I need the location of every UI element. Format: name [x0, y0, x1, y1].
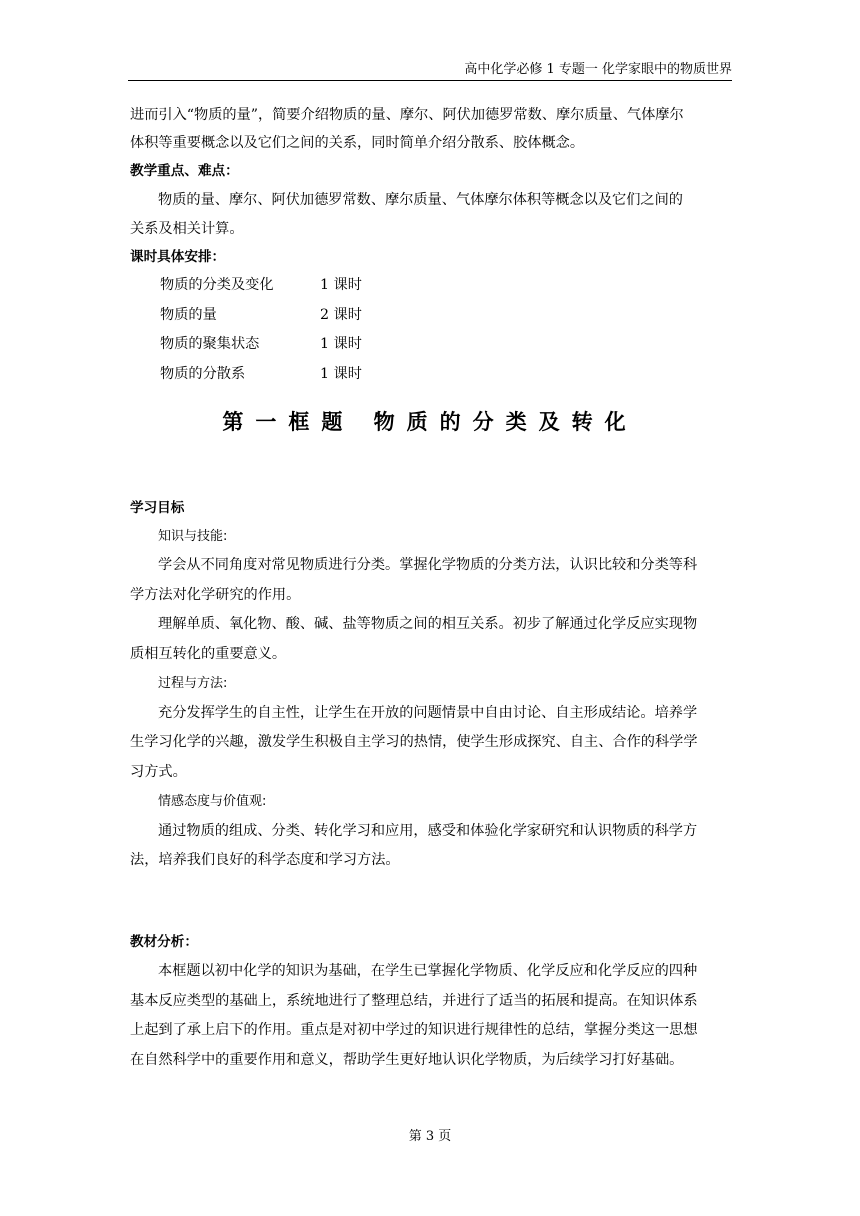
- objectives-heading: 学习目标: [130, 500, 185, 516]
- schedule-item: 物质的分类及变化: [160, 277, 274, 293]
- process-heading: 过程与方法:: [158, 676, 228, 691]
- header-rule: [128, 80, 732, 81]
- schedule-heading: 课时具体安排：: [130, 249, 226, 265]
- schedule-hours: 1 课时: [320, 365, 362, 382]
- emotion-line: 法，培养我们良好的科学态度和学习方法。: [130, 852, 400, 868]
- schedule-hours: 1 课时: [320, 336, 362, 352]
- key-points-heading: 教学重点、难点：: [130, 163, 239, 179]
- process-line: 充分发挥学生的自主性，让学生在开放的问题情景中自由讨论、自主形成结论。培养学: [158, 704, 698, 721]
- key-points-line: 关系及相关计算。: [130, 221, 244, 237]
- analysis-line: 基本反应类型的基础上，系统地进行了整理总结，并进行了适当的拓展和提高。在知识体系: [130, 992, 698, 1009]
- schedule-row: [160, 330, 740, 360]
- objectives-section: [130, 494, 740, 876]
- analysis-heading: 教材分析：: [130, 934, 198, 950]
- emotion-heading: 情感态度与价值观:: [158, 794, 267, 809]
- schedule-item: 物质的聚集状态: [160, 336, 260, 352]
- intro-section: [130, 101, 740, 389]
- schedule-row: [160, 360, 740, 390]
- schedule-item: 物质的量: [160, 306, 217, 323]
- emotion-line: 通过物质的组成、分类、转化学习和应用，感受和体验化学家研究和认识物质的科学方: [158, 822, 698, 839]
- running-header: 高中化学必修 1 专题一 化学家眼中的物质世界: [464, 62, 732, 77]
- process-line: 习方式。: [130, 763, 187, 780]
- knowledge-line: 学方法对化学研究的作用。: [130, 586, 301, 603]
- schedule-row: [160, 301, 740, 331]
- chapter-title: 第一框题 物质的分类及转化: [222, 410, 638, 434]
- schedule-hours: 1 课时: [320, 277, 362, 293]
- schedule-hours: 2 课时: [320, 306, 362, 323]
- page-number: 第 3 页: [408, 1129, 452, 1144]
- schedule-row: [160, 271, 740, 301]
- intro-line: 进而引入“物质的量”，简要介绍物质的量、摩尔、阿伏加德罗常数、摩尔质量、气体摩尔: [130, 107, 684, 123]
- knowledge-heading: 知识与技能:: [158, 529, 228, 544]
- knowledge-line: 质相互转化的重要意义。: [130, 645, 287, 662]
- key-points-line: 物质的量、摩尔、阿伏加德罗常数、摩尔质量、气体摩尔体积等概念以及它们之间的: [158, 192, 683, 208]
- process-line: 生学习化学的兴趣，激发学生积极自主学习的热情，使学生形成探究、自主、合作的科学学: [130, 734, 698, 750]
- analysis-line: 在自然科学中的重要作用和意义，帮助学生更好地认识化学物质，为后续学习打好基础。: [130, 1051, 684, 1068]
- analysis-line: 上起到了承上启下的作用。重点是对初中学过的知识进行规律性的总结，掌握分类这一思想: [130, 1022, 698, 1038]
- knowledge-line: 理解单质、氧化物、酸、碱、盐等物质之间的相互关系。初步了解通过化学反应实现物: [158, 616, 698, 632]
- analysis-line: 本框题以初中化学的知识为基础，在学生已掌握化学物质、化学反应和化学反应的四种: [158, 963, 698, 979]
- schedule-table: [130, 271, 740, 389]
- knowledge-line: 学会从不同角度对常见物质进行分类。掌握化学物质的分类方法，认识比较和分类等科: [158, 557, 698, 573]
- schedule-item: 物质的分散系: [160, 365, 246, 382]
- intro-line: 体积等重要概念以及它们之间的关系，同时简单介绍分散系、胶体概念。: [130, 135, 585, 151]
- analysis-section: [130, 928, 740, 1075]
